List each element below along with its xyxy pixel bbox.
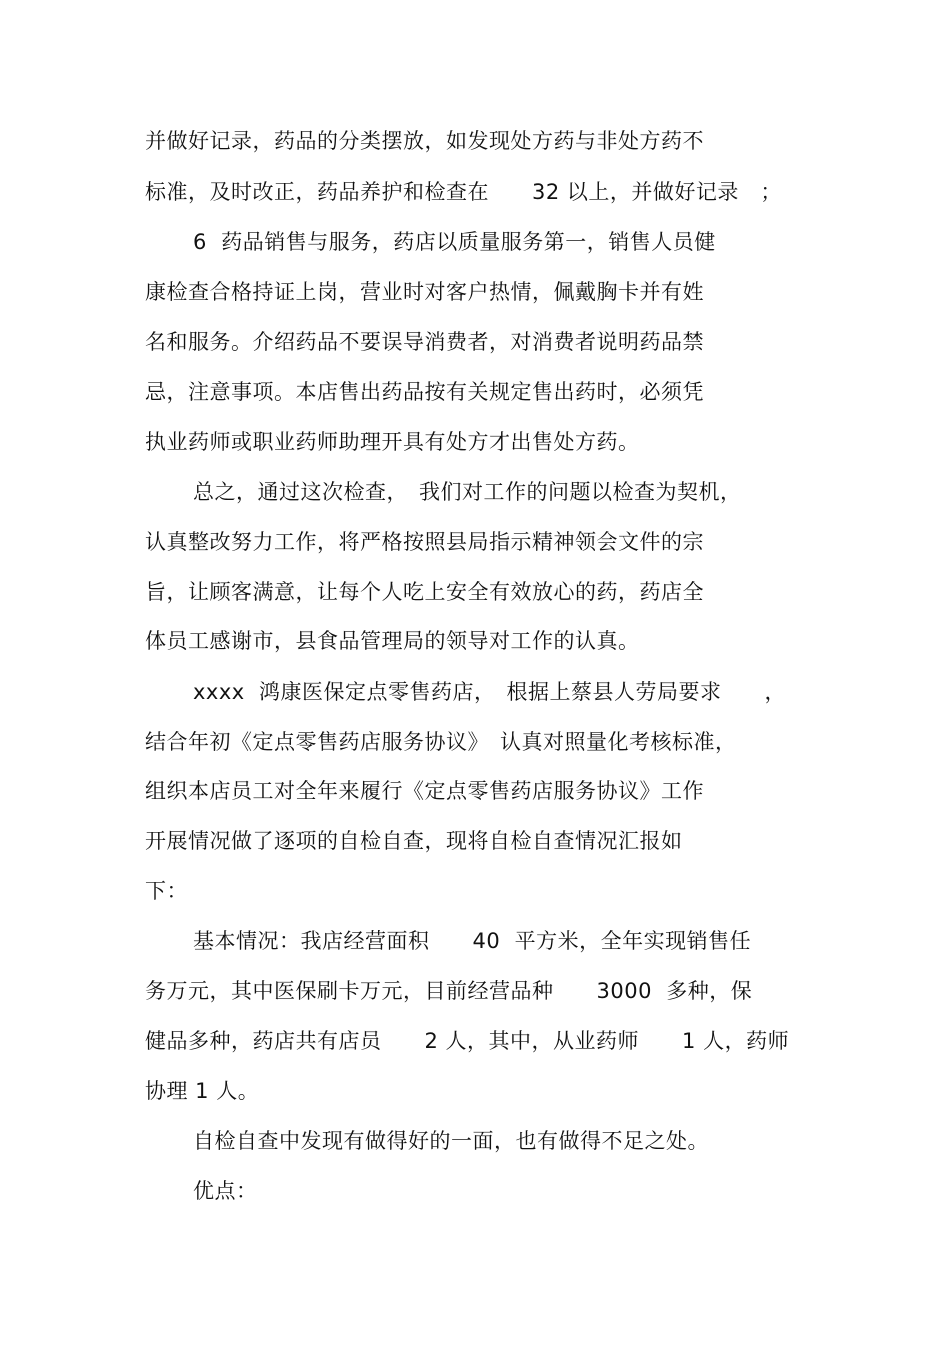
text-line-22: 优点： bbox=[193, 1179, 258, 1203]
text-line-11: 体员工感谢市，县食品管理局的领导对工作的认真。 bbox=[145, 629, 640, 653]
text-line-5: 名和服务。介绍药品不要误导消费者，对消费者说明药品禁 bbox=[145, 330, 704, 354]
text-line-15: 开展情况做了逐项的自检自查，现将自检自查情况汇报如 bbox=[145, 829, 683, 853]
text-line-1: 并做好记录，药品的分类摆放，如发现处方药与非处方药不 bbox=[145, 129, 704, 153]
text-line-2: 标准，及时改正，药品养护和检查在 32 以上，并做好记录 ； bbox=[145, 180, 782, 204]
text-line-18: 务万元，其中医保刷卡万元，目前经营品种 3000 多种，保 bbox=[145, 979, 753, 1003]
text-line-8: 总之，通过这次检查， 我们对工作的问题以检查为契机， bbox=[193, 480, 742, 504]
text-line-19: 健品多种，药店共有店员 2 人，其中，从业药师 1 人，药师 bbox=[145, 1029, 790, 1053]
text-line-20: 协理 1 人。 bbox=[145, 1079, 260, 1103]
text-line-16: 下： bbox=[145, 879, 188, 903]
text-line-7: 执业药师或职业药师助理开具有处方才出售处方药。 bbox=[145, 430, 640, 454]
text-line-12: xxxx 鸿康医保定点零售药店， 根据上蔡县人劳局要求 ， bbox=[193, 680, 787, 704]
text-line-4: 康检查合格持证上岗，营业时对客户热情，佩戴胸卡并有姓 bbox=[145, 280, 704, 304]
text-line-14: 组织本店员工对全年来履行《定点零售药店服务协议》工作 bbox=[145, 779, 704, 803]
text-line-21: 自检自查中发现有做得好的一面，也有做得不足之处。 bbox=[193, 1129, 709, 1153]
text-line-17: 基本情况：我店经营面积 40 平方米，全年实现销售任 bbox=[193, 929, 752, 953]
text-line-3: 6 药品销售与服务，药店以质量服务第一，销售人员健 bbox=[193, 230, 716, 254]
text-line-9: 认真整改努力工作，将严格按照县局指示精神领会文件的宗 bbox=[145, 530, 704, 554]
text-line-10: 旨，让顾客满意，让每个人吃上安全有效放心的药，药店全 bbox=[145, 580, 704, 604]
text-line-6: 忌，注意事项。本店售出药品按有关规定售出药时，必须凭 bbox=[145, 380, 704, 404]
text-line-13: 结合年初《定点零售药店服务协议》 认真对照量化考核标准， bbox=[145, 730, 737, 754]
